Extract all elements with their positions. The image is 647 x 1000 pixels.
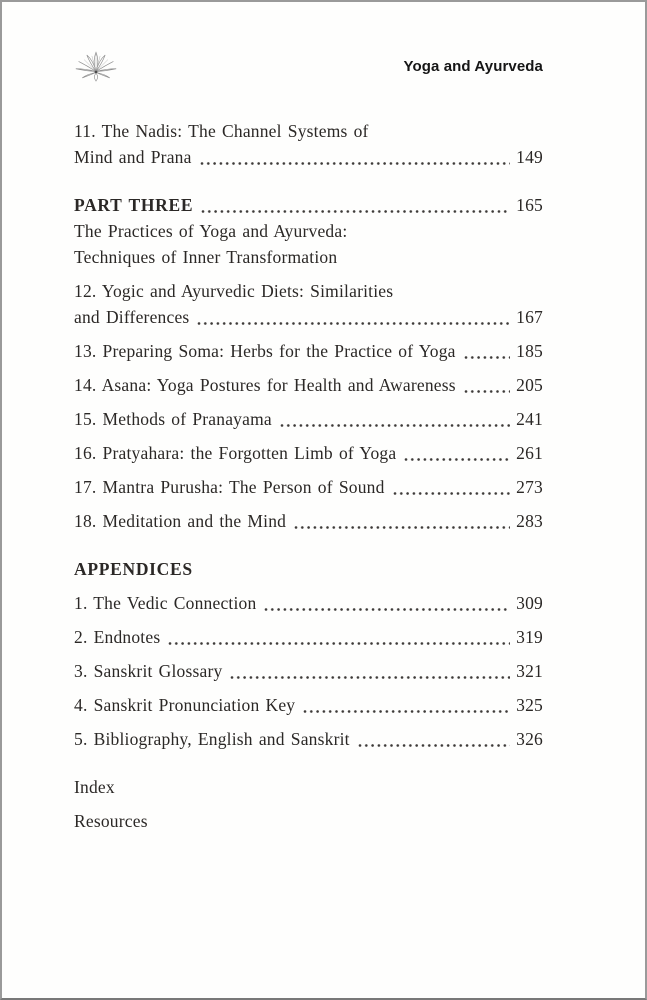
toc-row <box>74 118 543 144</box>
toc-row <box>74 304 543 330</box>
toc-text: Techniques of Inner Transformation <box>74 247 338 267</box>
dot-leader <box>403 440 510 466</box>
dot-leader <box>200 192 510 218</box>
lotus-icon <box>74 46 118 86</box>
toc-text: 13. Preparing Soma: Herbs for the Practice of Yoga <box>74 341 456 361</box>
toc-row <box>74 338 543 364</box>
dot-leader <box>199 144 511 170</box>
toc-text: 18. Meditation and the Mind <box>74 511 287 531</box>
page-number: 325 <box>516 695 543 715</box>
page-number: 326 <box>516 729 543 749</box>
page-number: 273 <box>516 477 543 497</box>
dot-leader <box>302 692 510 718</box>
toc-text: 3. Sanskrit Glossary <box>74 661 223 681</box>
toc-text: 17. Mantra Purusha: The Person of Sound <box>74 477 385 497</box>
dot-leader <box>167 624 510 650</box>
toc-text: 4. Sanskrit Pronunciation Key <box>74 695 296 715</box>
toc-row <box>74 508 543 534</box>
dot-leader <box>263 590 510 616</box>
page-number: 321 <box>516 661 543 681</box>
dot-leader <box>463 338 510 364</box>
toc-row <box>74 406 543 432</box>
toc-row <box>74 244 543 270</box>
page-number: 309 <box>516 593 543 613</box>
toc-text: 5. Bibliography, English and Sanskrit <box>74 729 350 749</box>
running-head-title: Yoga and Ayurveda <box>403 57 543 75</box>
toc-row <box>74 774 543 800</box>
dot-leader <box>229 658 510 684</box>
toc-text: PART THREE <box>74 195 194 215</box>
toc-row <box>74 144 543 170</box>
toc-row <box>74 556 543 582</box>
toc-text: Resources <box>74 811 148 831</box>
toc-text: 15. Methods of Pranayama <box>74 409 272 429</box>
toc-text: Mind and Prana <box>74 147 192 167</box>
page-number: 167 <box>516 307 543 327</box>
page-number: 185 <box>516 341 543 361</box>
toc-text: and Differences <box>74 307 190 327</box>
toc-text: Index <box>74 777 115 797</box>
toc-text: 16. Pratyahara: the Forgotten Limb of Yoga <box>74 443 397 463</box>
toc-text: 14. Asana: Yoga Postures for Health and Awareness <box>74 375 456 395</box>
page-number: 205 <box>516 375 543 395</box>
page-number: 165 <box>516 195 543 215</box>
page-number: 319 <box>516 627 543 647</box>
toc <box>74 118 543 834</box>
toc-text: 11. The Nadis: The Channel Systems of <box>74 121 369 141</box>
toc-row <box>74 440 543 466</box>
toc-text: The Practices of Yoga and Ayurveda: <box>74 221 348 241</box>
toc-row <box>74 192 543 218</box>
toc-row <box>74 624 543 650</box>
page-number: 283 <box>516 511 543 531</box>
dot-leader <box>357 726 510 752</box>
dot-leader <box>293 508 510 534</box>
toc-row <box>74 590 543 616</box>
toc-text: APPENDICES <box>74 559 193 579</box>
dot-leader <box>279 406 510 432</box>
toc-row <box>74 218 543 244</box>
toc-row <box>74 726 543 752</box>
page-number: 241 <box>516 409 543 429</box>
toc-row <box>74 658 543 684</box>
toc-row <box>74 278 543 304</box>
toc-row <box>74 692 543 718</box>
toc-text: 2. Endnotes <box>74 627 161 647</box>
toc-text: 12. Yogic and Ayurvedic Diets: Similarities <box>74 281 394 301</box>
dot-leader <box>392 474 511 500</box>
dot-leader <box>196 304 510 330</box>
toc-row <box>74 372 543 398</box>
toc-row <box>74 474 543 500</box>
page-number: 149 <box>516 147 543 167</box>
page-number: 261 <box>516 443 543 463</box>
dot-leader <box>463 372 510 398</box>
toc-row <box>74 808 543 834</box>
toc-text: 1. The Vedic Connection <box>74 593 257 613</box>
page-header <box>74 46 543 86</box>
